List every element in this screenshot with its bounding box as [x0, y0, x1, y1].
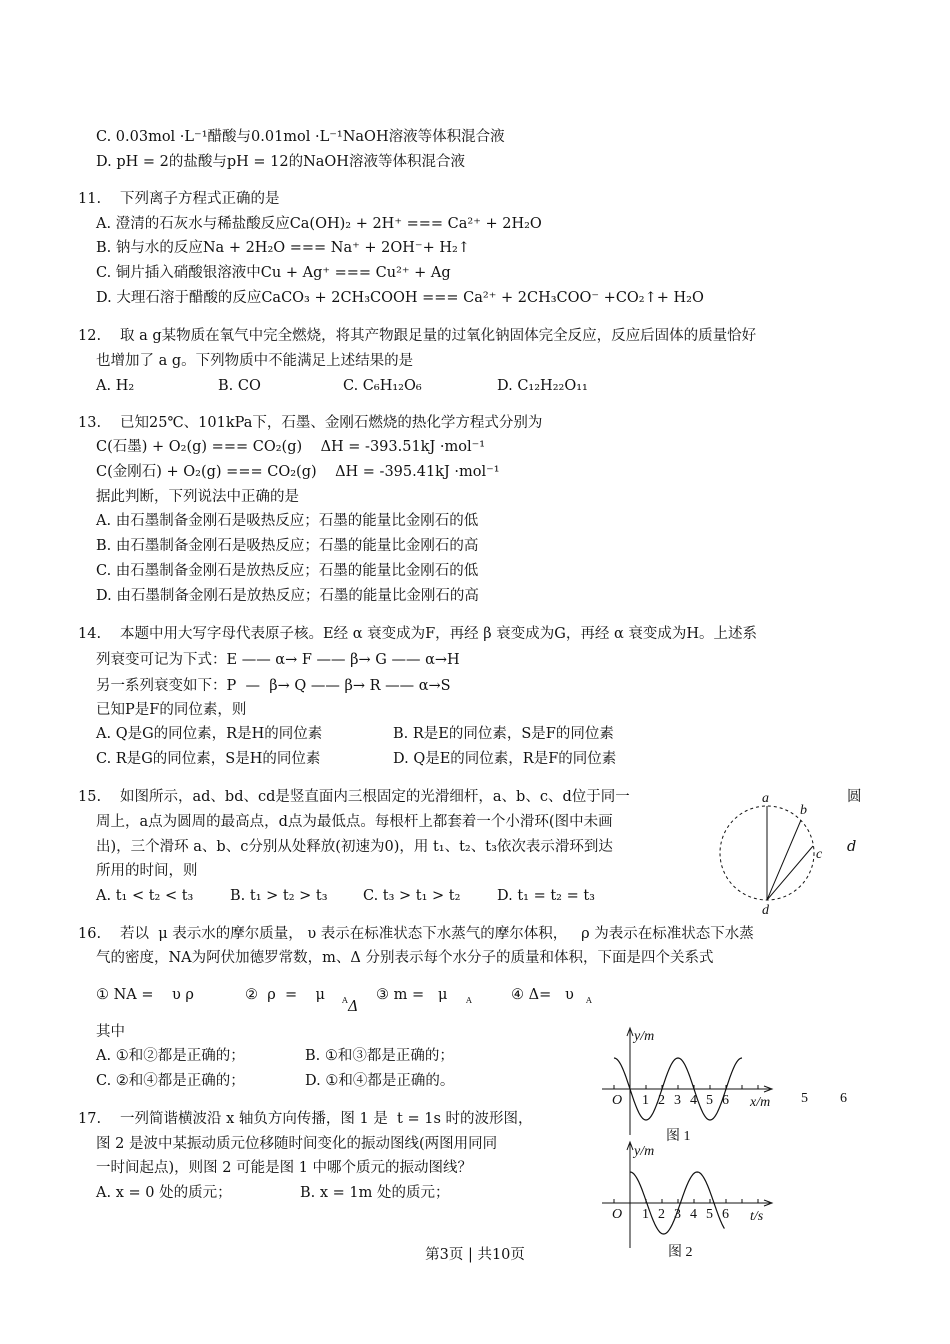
q16-option-c: C. ②和④都是正确的；: [96, 1073, 245, 1089]
stray-label-5: 5: [801, 1091, 808, 1106]
point-a-label: a: [762, 791, 769, 806]
q12-number: 12.: [78, 328, 102, 344]
q16-formula-4-sub: A: [586, 996, 592, 1005]
q16-stem: 若以 μ 表示水的摩尔质量， υ 表示在标准状态下水蒸气的摩尔体积， ρ 为表示在标准状态下水蒸: [120, 926, 754, 942]
rod-cd: [767, 846, 813, 900]
tick-label: 4: [690, 1093, 697, 1108]
tick-label: 1: [642, 1207, 649, 1222]
q13-option-a: A. 由石墨制备金刚石是吸热反应；石墨的能量比金刚石的低: [96, 513, 479, 529]
q12-stem: 取 a g某物质在氧气中完全燃烧，将其产物跟足量的过氧化钠固体完全反应，反应后固体的质量恰好: [120, 328, 757, 344]
q15-stem-2: 周上，a点为圆周的最高点，d点为最低点。每根杆上都套着一个小滑环(图中未画: [96, 814, 613, 830]
y-axis-label: y/m: [634, 1144, 655, 1159]
q15-option-c: C. t₃ > t₁ > t₂: [363, 888, 461, 904]
q14-option-c: C. R是G的同位素，S是H的同位素: [96, 751, 321, 767]
q11-number: 11.: [78, 191, 102, 207]
vibration-graph-figure-2: [602, 1142, 772, 1260]
page-footer: 第3页 | 共10页: [425, 1247, 525, 1263]
q16-number: 16.: [78, 926, 102, 942]
q12-option-c: C. C₆H₁₂O₆: [343, 378, 422, 394]
q12-stem-cont: 也增加了 a g。下列物质中不能满足上述结果的是: [96, 353, 414, 369]
q14-decay-chain-1: 列衰变可记为下式：E —— α→ F —— β→ G —— α→H: [96, 652, 460, 668]
y-axis-label: y/m: [634, 1029, 655, 1044]
q16-formula-1: ① NA = υ ρ: [96, 987, 194, 1003]
q14-decay-chain-2: 另一系列衰变如下：P — β→ Q —— β→ R —— α→S: [96, 678, 451, 694]
tick-label: 2: [658, 1207, 665, 1222]
figure-1-caption: 图 1: [666, 1129, 691, 1144]
q16-formula-4: ④ Δ= υ: [511, 987, 574, 1003]
q17-stem-2: 图 2 是波中某振动质元位移随时间变化的振动图线(两图用同同: [96, 1136, 498, 1152]
wave-graph-figure-1: [602, 1028, 847, 1144]
q12-option-d: D. C₁₂H₂₂O₁₁: [497, 378, 588, 394]
point-c-label: c: [816, 847, 823, 862]
q14-stem: 本题中用大写字母代表原子核。E经 α 衰变成为F，再经 β 衰变成为G，再经 α 衰变成为H。上述系: [120, 626, 757, 642]
q13-equation-2: C(金刚石) + O₂(g) === CO₂(g) ΔH = -395.41kJ ·mol⁻¹: [96, 464, 500, 480]
tick-label: 6: [722, 1207, 729, 1222]
tick-label: 2: [658, 1093, 665, 1108]
q13-equation-1: C(石墨) + O₂(g) === CO₂(g) ΔH = -393.51kJ ·mol⁻¹: [96, 439, 486, 455]
q16-stem-2: 气的密度，NA为阿伏加德罗常数，m、Δ 分别表示每个水分子的质量和体积，下面是四个关系式: [96, 950, 714, 966]
q13-option-d: D. 由石墨制备金刚石是放热反应；石墨的能量比金刚石的高: [96, 588, 479, 604]
stray-label-6: 6: [840, 1091, 847, 1106]
q17-option-b: B. x = 1m 处的质元；: [300, 1185, 450, 1201]
q13-stem-2: 据此判断，下列说法中正确的是: [96, 489, 299, 505]
q13-stem: 已知25℃、101kPa下，石墨、金刚石燃烧的热化学方程式分别为: [120, 415, 543, 431]
q16-formula-2-sub: A: [342, 996, 348, 1005]
figure-2-caption: 图 2: [668, 1245, 693, 1260]
x-axis-label: x/m: [750, 1095, 771, 1110]
q14-option-d: D. Q是E的同位素，R是F的同位素: [393, 751, 617, 767]
q11-option-d: D. 大理石溶于醋酸的反应CaCO₃ + 2CH₃COOH === Ca²⁺ + 2CH₃COO⁻ +CO₂↑+ H₂O: [96, 290, 704, 306]
q17-stem: 一列简谐横波沿 x 轴负方向传播，图 1 是 t = 1s 时的波形图，: [120, 1111, 533, 1127]
q16-option-b: B. ①和③都是正确的；: [305, 1048, 454, 1064]
q17-number: 17.: [78, 1111, 102, 1127]
q14-option-a: A. Q是G的同位素，R是H的同位素: [96, 726, 323, 742]
q11-option-a: A. 澄清的石灰水与稀盐酸反应Ca(OH)₂ + 2H⁺ === Ca²⁺ + 2H₂O: [96, 216, 542, 232]
tick-label: 4: [690, 1207, 697, 1222]
rod-bd: [767, 820, 801, 900]
q15-option-b: B. t₁ > t₂ > t₃: [230, 888, 328, 904]
q15-option-a: A. t₁ < t₂ < t₃: [96, 888, 194, 904]
q14-option-b: B. R是E的同位素，S是F的同位素: [393, 726, 614, 742]
tick-label: 1: [642, 1093, 649, 1108]
q15-circle-figure: [720, 791, 823, 918]
q13-option-c: C. 由石墨制备金刚石是放热反应；石墨的能量比金刚石的低: [96, 563, 479, 579]
q16-stem-3: 其中: [96, 1024, 125, 1040]
q11-option-b: B. 钠与水的反应Na + 2H₂O === Na⁺ + 2OH⁻+ H₂↑: [96, 240, 470, 256]
q14-stem-4: 已知P是F的同位素，则: [96, 702, 247, 718]
tick-label: 3: [674, 1207, 681, 1222]
q17-option-a: A. x = 0 处的质元；: [96, 1185, 232, 1201]
tick-label: 5: [706, 1207, 713, 1222]
q12-option-a: A. H₂: [96, 378, 135, 394]
q15-stem-overflow-2: d: [847, 839, 857, 855]
q14-number: 14.: [78, 626, 102, 642]
q15-stem-3: 出)，三个滑环 a、b、c分别从处释放(初速为0)，用 t₁、t₂、t₃依次表示滑环到达: [96, 839, 613, 855]
q13-number: 13.: [78, 415, 102, 431]
q15-stem: 如图所示，ad、bd、cd是竖直面内三根固定的光滑细杆，a、b、c、d位于同一: [120, 789, 630, 805]
q11-option-c: C. 铜片插入硝酸银溶液中Cu + Ag⁺ === Cu²⁺ + Ag: [96, 265, 451, 281]
q15-number: 15.: [78, 789, 102, 805]
tick-label: 3: [674, 1093, 681, 1108]
q17-stem-3: 一时间起点)，则图 2 可能是图 1 中哪个质元的振动图线？: [96, 1160, 473, 1176]
q16-formula-3: ③ m = μ: [376, 987, 448, 1003]
point-b-label: b: [800, 803, 807, 818]
q16-formula-2: ② ρ = μ: [245, 987, 325, 1003]
q16-option-d: D. ①和④都是正确的。: [305, 1073, 455, 1089]
q16-formula-3-sub: A: [466, 996, 472, 1005]
q10-option-d: D. pH = 2的盐酸与pH = 12的NaOH溶液等体积混合液: [96, 154, 465, 170]
q13-option-b: B. 由石墨制备金刚石是吸热反应；石墨的能量比金刚石的高: [96, 538, 479, 554]
origin-label: O: [612, 1207, 623, 1222]
q11-stem: 下列离子方程式正确的是: [120, 191, 280, 207]
q12-option-b: B. CO: [218, 378, 261, 394]
origin-label: O: [612, 1093, 623, 1108]
q10-option-c: C. 0.03mol ·L⁻¹醋酸与0.01mol ·L⁻¹NaOH溶液等体积混合液: [96, 129, 505, 145]
q16-formula-2-den: Δ: [348, 999, 359, 1015]
q15-option-d: D. t₁ = t₂ = t₃: [497, 888, 595, 904]
t-axis-label: t/s: [750, 1209, 764, 1224]
point-d-label: d: [762, 903, 769, 918]
q16-option-a: A. ①和②都是正确的；: [96, 1048, 245, 1064]
q15-stem-overflow: 圆: [847, 789, 862, 805]
tick-label: 6: [722, 1093, 729, 1108]
q15-stem-4: 所用的时间，则: [96, 863, 198, 879]
tick-label: 5: [706, 1093, 713, 1108]
